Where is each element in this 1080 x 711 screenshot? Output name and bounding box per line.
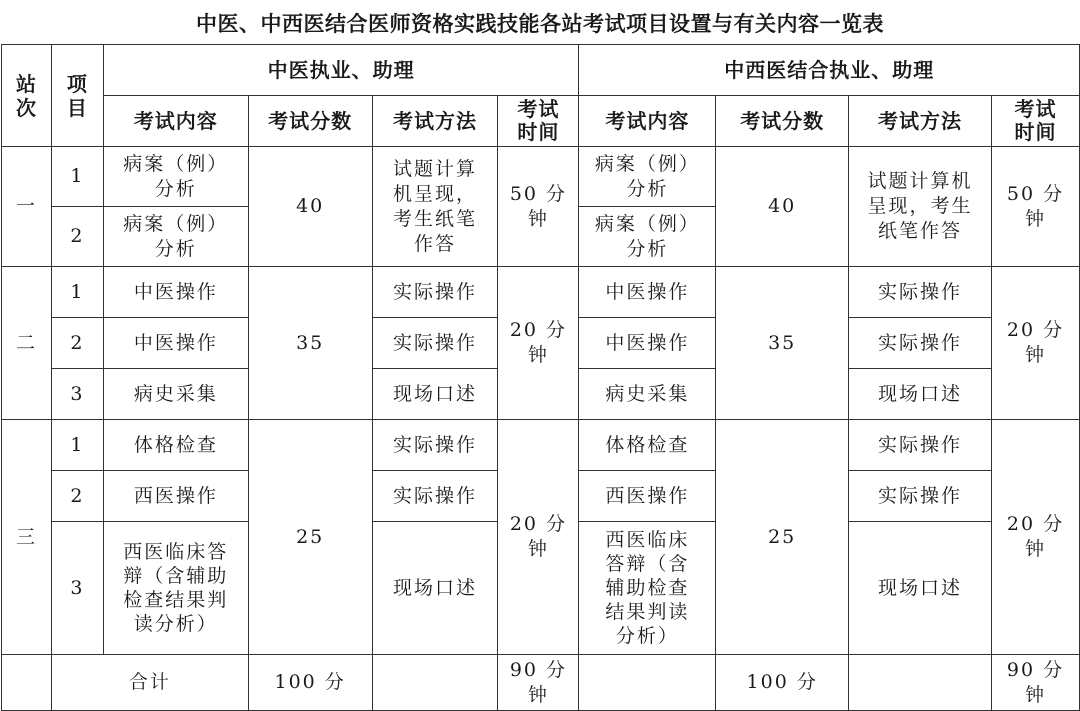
tcm-method-cell: 现场口述 <box>372 522 498 655</box>
tcm-time-cell: 50 分钟 <box>498 147 579 267</box>
tcm-content-cell: 中医操作 <box>103 267 248 318</box>
tcm-content-cell: 西医临床答辩（含辅助检查结果判读分析） <box>103 522 248 655</box>
integrated-method-cell: 现场口述 <box>849 369 992 420</box>
header-station: 站次 <box>2 45 52 147</box>
total-tcm-score-cell: 100 分 <box>248 655 372 711</box>
tcm-method-cell: 实际操作 <box>372 471 498 522</box>
total-integrated-time-cell: 90 分钟 <box>992 655 1080 711</box>
total-empty-cell <box>2 655 52 711</box>
integrated-score-cell: 35 <box>716 267 849 420</box>
total-tcm-time-cell: 90 分钟 <box>498 655 579 711</box>
item-number-cell: 1 <box>51 267 103 318</box>
tcm-score-cell: 25 <box>248 420 372 655</box>
item-number-cell: 3 <box>51 369 103 420</box>
total-label-cell: 合计 <box>51 655 248 711</box>
station-cell: 二 <box>2 267 52 420</box>
tcm-method-cell: 实际操作 <box>372 420 498 471</box>
item-number-cell: 2 <box>51 207 103 267</box>
tcm-method-cell: 实际操作 <box>372 318 498 369</box>
tcm-content-cell: 西医操作 <box>103 471 248 522</box>
header-row-columns <box>2 96 1080 147</box>
tcm-score-cell: 40 <box>248 147 372 267</box>
tcm-time-cell: 20 分钟 <box>498 420 579 655</box>
header-group-tcm: 中医执业、助理 <box>103 45 579 96</box>
header-content-tcm: 考试内容 <box>103 96 248 147</box>
table-row <box>2 267 1080 318</box>
tcm-content-cell: 病案（例）分析 <box>103 147 248 207</box>
integrated-content-cell: 病史采集 <box>579 369 716 420</box>
integrated-content-cell: 体格检查 <box>579 420 716 471</box>
integrated-time-cell: 50 分钟 <box>992 147 1080 267</box>
total-tcm-method-cell <box>372 655 498 711</box>
header-time-integrated: 考试时间 <box>992 96 1080 147</box>
integrated-method-cell: 实际操作 <box>849 318 992 369</box>
integrated-content-cell: 中医操作 <box>579 318 716 369</box>
table-title: 中医、中西医结合医师资格实践技能各站考试项目设置与有关内容一览表 <box>196 12 884 36</box>
integrated-method-cell: 试题计算机呈现，考生纸笔作答 <box>849 147 992 267</box>
header-item: 项目 <box>51 45 103 147</box>
total-row <box>2 655 1080 711</box>
total-integrated-method-cell <box>849 655 992 711</box>
integrated-content-cell: 病案（例）分析 <box>579 147 716 207</box>
item-number-cell: 2 <box>51 471 103 522</box>
integrated-score-cell: 25 <box>716 420 849 655</box>
tcm-method-cell: 现场口述 <box>372 369 498 420</box>
tcm-content-cell: 中医操作 <box>103 318 248 369</box>
tcm-content-cell: 病案（例）分析 <box>103 207 248 267</box>
integrated-content-cell: 病案（例）分析 <box>579 207 716 267</box>
table-row <box>2 420 1080 471</box>
total-integrated-content-cell <box>579 655 716 711</box>
header-method-integrated: 考试方法 <box>849 96 992 147</box>
header-score-integrated: 考试分数 <box>716 96 849 147</box>
item-number-cell: 1 <box>51 147 103 207</box>
tcm-time-cell: 20 分钟 <box>498 267 579 420</box>
header-group-integrated: 中西医结合执业、助理 <box>579 45 1080 96</box>
tcm-content-cell: 病史采集 <box>103 369 248 420</box>
integrated-time-cell: 20 分钟 <box>992 420 1080 655</box>
table-row <box>2 147 1080 207</box>
item-number-cell: 3 <box>51 522 103 655</box>
tcm-method-cell: 实际操作 <box>372 267 498 318</box>
tcm-content-cell: 体格检查 <box>103 420 248 471</box>
header-row-groups <box>2 45 1080 96</box>
item-number-cell: 2 <box>51 318 103 369</box>
station-cell: 三 <box>2 420 52 655</box>
tcm-method-cell: 试题计算机呈现，考生纸笔作答 <box>372 147 498 267</box>
exam-table <box>1 44 1080 711</box>
integrated-content-cell: 西医操作 <box>579 471 716 522</box>
header-content-integrated: 考试内容 <box>579 96 716 147</box>
integrated-method-cell: 实际操作 <box>849 267 992 318</box>
station-cell: 一 <box>2 147 52 267</box>
integrated-content-cell: 西医临床答辩（含辅助检查结果判读分析） <box>579 522 716 655</box>
integrated-method-cell: 实际操作 <box>849 420 992 471</box>
header-score-tcm: 考试分数 <box>248 96 372 147</box>
item-number-cell: 1 <box>51 420 103 471</box>
integrated-method-cell: 现场口述 <box>849 522 992 655</box>
integrated-content-cell: 中医操作 <box>579 267 716 318</box>
header-method-tcm: 考试方法 <box>372 96 498 147</box>
total-integrated-score-cell: 100 分 <box>716 655 849 711</box>
integrated-score-cell: 40 <box>716 147 849 267</box>
integrated-time-cell: 20 分钟 <box>992 267 1080 420</box>
header-time-tcm: 考试时间 <box>498 96 579 147</box>
tcm-score-cell: 35 <box>248 267 372 420</box>
integrated-method-cell: 实际操作 <box>849 471 992 522</box>
